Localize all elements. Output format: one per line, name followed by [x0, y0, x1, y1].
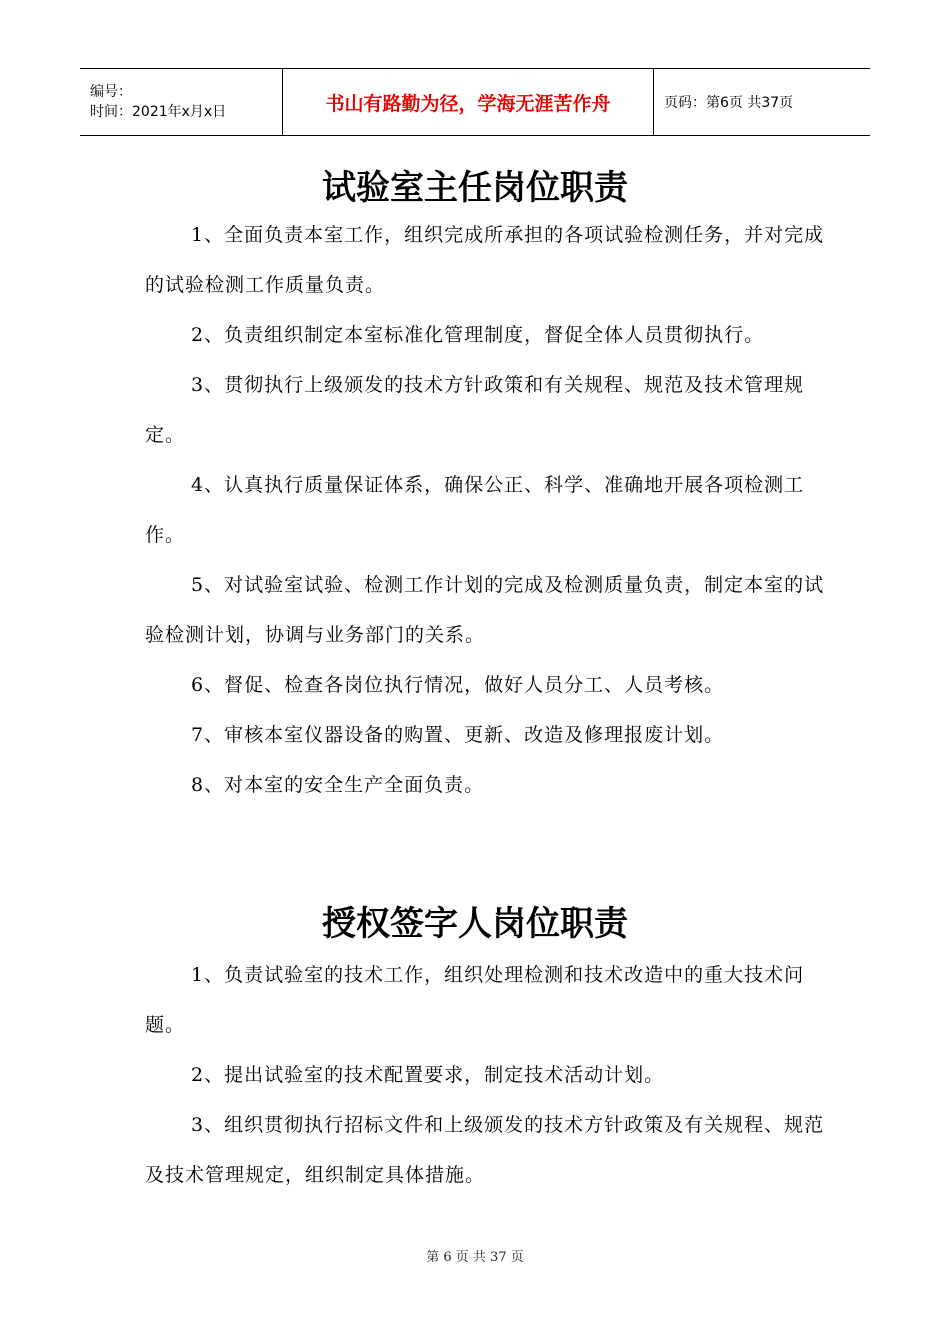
duty-item: 3、贯彻执行上级颁发的技术方针政策和有关规程、规范及技术管理规定。: [145, 374, 805, 446]
section-title-authorized-signatory: 授权签字人岗位职责: [322, 904, 628, 944]
page-header: [80, 68, 870, 136]
header-page-info: 页码：第6页 共37页: [664, 95, 794, 111]
duty-item: 2、负责组织制定本室标准化管理制度，督促全体人员贯彻执行。: [191, 324, 765, 346]
header-meta: [80, 69, 282, 135]
duty-item: 8、对本室的安全生产全面负责。: [191, 774, 485, 796]
duty-item: 4、认真执行质量保证体系，确保公正、科学、准确地开展各项检测工作。: [145, 474, 805, 546]
page-footer: 第 6 页 共 37 页: [426, 1250, 524, 1265]
duty-item: 3、组织贯彻执行招标文件和上级颁发的技术方针政策及有关规程、规范及技术管理规定，组织制定具体措施。: [145, 1114, 825, 1186]
duty-item: 2、提出试验室的技术配置要求，制定技术活动计划。: [191, 1064, 665, 1086]
duty-item: 1、负责试验室的技术工作，组织处理检测和技术改造中的重大技术问题。: [145, 964, 805, 1036]
document-number-label: 编号：: [90, 84, 132, 100]
duty-item: 5、对试验室试验、检测工作计划的完成及检测质量负责，制定本室的试验检测计划，协调与业务部门的关系。: [145, 574, 825, 646]
header-motto-cell: [282, 69, 654, 135]
section-title-lab-director: 试验室主任岗位职责: [322, 168, 628, 208]
document-date-label: 时间：2021年x月x日: [90, 104, 227, 120]
header-motto: 书山有路勤为径，学海无涯苦作舟: [325, 92, 611, 115]
duty-item: 6、督促、检查各岗位执行情况，做好人员分工、人员考核。: [191, 674, 725, 696]
duty-item: 7、审核本室仪器设备的购置、更新、改造及修理报废计划。: [191, 724, 725, 746]
duty-item: 1、全面负责本室工作，组织完成所承担的各项试验检测任务，并对完成的试验检测工作质量负责。: [145, 224, 825, 296]
